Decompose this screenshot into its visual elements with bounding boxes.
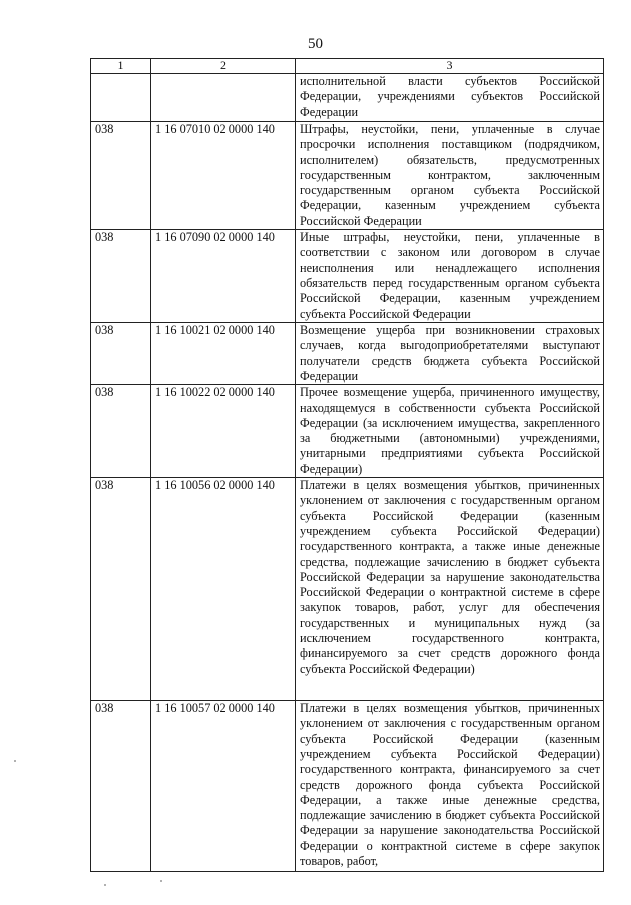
column-header-3: 3: [296, 59, 604, 74]
budget-code-cell: 1 16 10057 02 0000 140: [151, 701, 296, 872]
scan-speck: [14, 760, 16, 762]
column-header-1: 1: [91, 59, 151, 74]
table-row: [91, 323, 604, 385]
description-cell: Платежи в целях возмещения убытков, причиненных уклонением от заключения с государственным органом субъекта Российской Федерации (казенным учреждением субъекта Российской Федерации) государственного контракта, финансируемого за счет средств дорожного фонда субъекта Российской Федерации, а также иные денежные средства, подлежащие зачислению в бюджет субъекта Российской Федерации за нарушение законодательства Российской Федерации о контрактной системе в сфере закупок товаров, работ,: [296, 701, 604, 872]
admin-code-cell: 038: [91, 122, 151, 230]
budget-codes-table: [90, 58, 604, 872]
column-header-2: 2: [151, 59, 296, 74]
budget-code-cell: 1 16 10021 02 0000 140: [151, 323, 296, 385]
scan-speck: [160, 880, 162, 882]
scan-speck: [104, 884, 106, 886]
budget-code-cell: 1 16 07090 02 0000 140: [151, 230, 296, 323]
budget-code-cell: 1 16 07010 02 0000 140: [151, 122, 296, 230]
description-cell: Возмещение ущерба при возникновении страховых случаев, когда выгодоприобретателями выступают получатели средств бюджета субъекта Российской Федерации: [296, 323, 604, 385]
table-row: [91, 122, 604, 230]
budget-code-cell: [151, 74, 296, 122]
description-cell: исполнительной власти субъектов Российской Федерации, учреждениями субъектов Российской Федерации: [296, 74, 604, 122]
admin-code-cell: 038: [91, 385, 151, 478]
admin-code-cell: 038: [91, 478, 151, 701]
table-row: [91, 385, 604, 478]
budget-code-cell: 1 16 10056 02 0000 140: [151, 478, 296, 701]
description-cell: Платежи в целях возмещения убытков, причиненных уклонением от заключения с государственным органом субъекта Российской Федерации (казенным учреждением субъекта Российской Федерации) государственного контракта, а также иные денежные средства, подлежащие зачислению в бюджет субъекта Российской Федерации за нарушение законодательства Российской Федерации о контрактной системе в сфере закупок товаров, работ, услуг для обеспечения государственных и муниципальных нужд (за исключением государственного контракта, финансируемого за счет средств дорожного фонда субъекта Российской Федерации): [296, 478, 604, 701]
budget-code-cell: 1 16 10022 02 0000 140: [151, 385, 296, 478]
description-cell: Штрафы, неустойки, пени, уплаченные в случае просрочки исполнения поставщиком (подрядчиком, исполнителем) обязательств, предусмотренных государственным контрактом, заключенным государственным органом субъекта Российской Федерации, казенным учреждением субъекта Российской Федерации: [296, 122, 604, 230]
page-number: 50: [308, 36, 323, 52]
admin-code-cell: 038: [91, 230, 151, 323]
table-row: [91, 74, 604, 122]
table-row: [91, 478, 604, 701]
admin-code-cell: 038: [91, 323, 151, 385]
admin-code-cell: 038: [91, 701, 151, 872]
table-row: [91, 701, 604, 872]
table-header-row: [91, 59, 604, 74]
admin-code-cell: [91, 74, 151, 122]
description-cell: Иные штрафы, неустойки, пени, уплаченные в соответствии с законом или договором в случае неисполнения или ненадлежащего исполнения обязательств перед государственным органом субъекта Российской Федерации, казенным учреждением субъекта Российской Федерации: [296, 230, 604, 323]
description-cell: Прочее возмещение ущерба, причиненного имуществу, находящемуся в собственности субъекта Российской Федерации (за исключением имущества, закрепленного за бюджетными (автономными) учреждениями, унитарными предприятиями субъекта Российской Федерации): [296, 385, 604, 478]
table-row: [91, 230, 604, 323]
